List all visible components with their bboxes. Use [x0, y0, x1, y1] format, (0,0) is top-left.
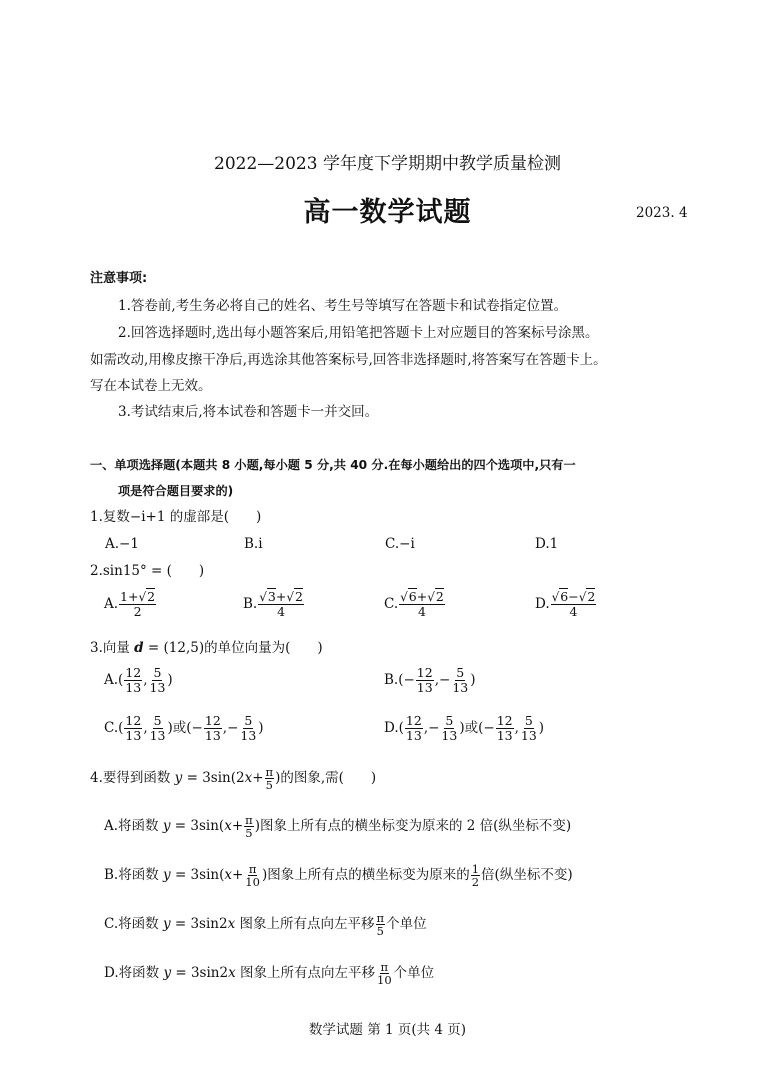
question-4-option-a: A.将函数 y = 3sin(x+ $\frac{\pi}{5}$ )图象上所有点的横坐标变为原来的 2 倍(纵坐标不变): [104, 813, 572, 840]
question-4-option-b: B.将函数 y = 3sin(x+ $\frac{\pi}{10}$ )图象上所有点的横坐标变为原来的 $\frac{1}{2}$ 倍(纵坐标不变): [104, 862, 573, 889]
question-1-stem: 1.复数−i+1 的虚部是( ): [90, 509, 262, 525]
question-2-option-b: B. $\frac{√3+√2}{4}$: [243, 589, 303, 619]
question-3-option-c: C.( $\frac{12}{13}$ , $\frac{5}{13}$ )或(− $\frac{12}{13}$ ,− $\frac{5}{13}$ ): [104, 713, 264, 743]
question-3-stem: 3.向量 d = (12,5)的单位向量为( ): [90, 640, 323, 656]
note-item-1: 1.答卷前,考生务必将自己的姓名、考生号等填写在答题卡和试卷指定位置。: [118, 298, 568, 314]
question-2-option-d: D. $\frac{√6-√2}{4}$: [535, 589, 596, 619]
question-2-option-a: A. $\frac{1+√2}{2}$: [104, 589, 156, 619]
question-1-option-a: A.−1: [105, 536, 139, 552]
question-4-option-c: C.将函数 y = 3sin2x 图象上所有点向左平移 $\frac{\pi}{5}$ 个单位: [104, 911, 427, 938]
note-item-2-line-1: 2.回答选择题时,选出每小题答案后,用铅笔把答题卡上对应题目的答案标号涂黑。: [118, 325, 599, 341]
question-4-stem: 4.要得到函数 y = 3sin(2x+ $\frac{\pi}{5}$ )的图象,需( ): [90, 765, 377, 792]
page-footer: 数学试题 第 1 页(共 4 页): [308, 1022, 467, 1038]
section-1-heading-line-1: 一、单项选择题(本题共 8 小题,每小题 5 分,共 40 分.在每小题给出的四个选项中,只有一: [90, 458, 576, 472]
note-item-2-line-2: 如需改动,用橡皮擦干净后,再选涂其他答案标号,回答非选择题时,将答案写在答题卡上。: [90, 352, 607, 368]
question-2-option-c: C. $\frac{√6+√2}{4}$: [384, 589, 444, 619]
note-item-2-line-3: 写在本试卷上无效。: [90, 378, 212, 394]
question-3-option-b: B.(− $\frac{12}{13}$ ,− $\frac{5}{13}$ ): [384, 665, 476, 695]
notes-heading: 注意事项:: [90, 271, 148, 286]
note-item-3: 3.考试结束后,将本试卷和答题卡一并交回。: [118, 404, 379, 420]
question-3-option-d: D.( $\frac{12}{13}$ ,− $\frac{5}{13}$ )或(− $\frac{12}{13}$ , $\frac{5}{13}$ ): [384, 713, 545, 743]
question-1-option-c: C.−i: [385, 536, 415, 552]
question-1-option-b: B.i: [244, 536, 263, 552]
question-1-option-d: D.1: [535, 536, 559, 552]
exam-title: 高一数学试题: [303, 197, 472, 228]
exam-date: 2023. 4: [636, 205, 688, 221]
exam-subtitle: 2022—2023 学年度下学期期中教学质量检测: [214, 154, 561, 174]
section-1-heading-line-2: 项是符合题目要求的): [118, 484, 234, 498]
question-4-option-d: D.将函数 y = 3sin2x 图象上所有点向左平移 $\frac{\pi}{10}$ 个单位: [104, 960, 435, 987]
question-3-option-a: A.( $\frac{12}{13}$ , $\frac{5}{13}$ ): [104, 665, 173, 695]
question-2-stem: 2.sin15° = ( ): [90, 563, 205, 579]
